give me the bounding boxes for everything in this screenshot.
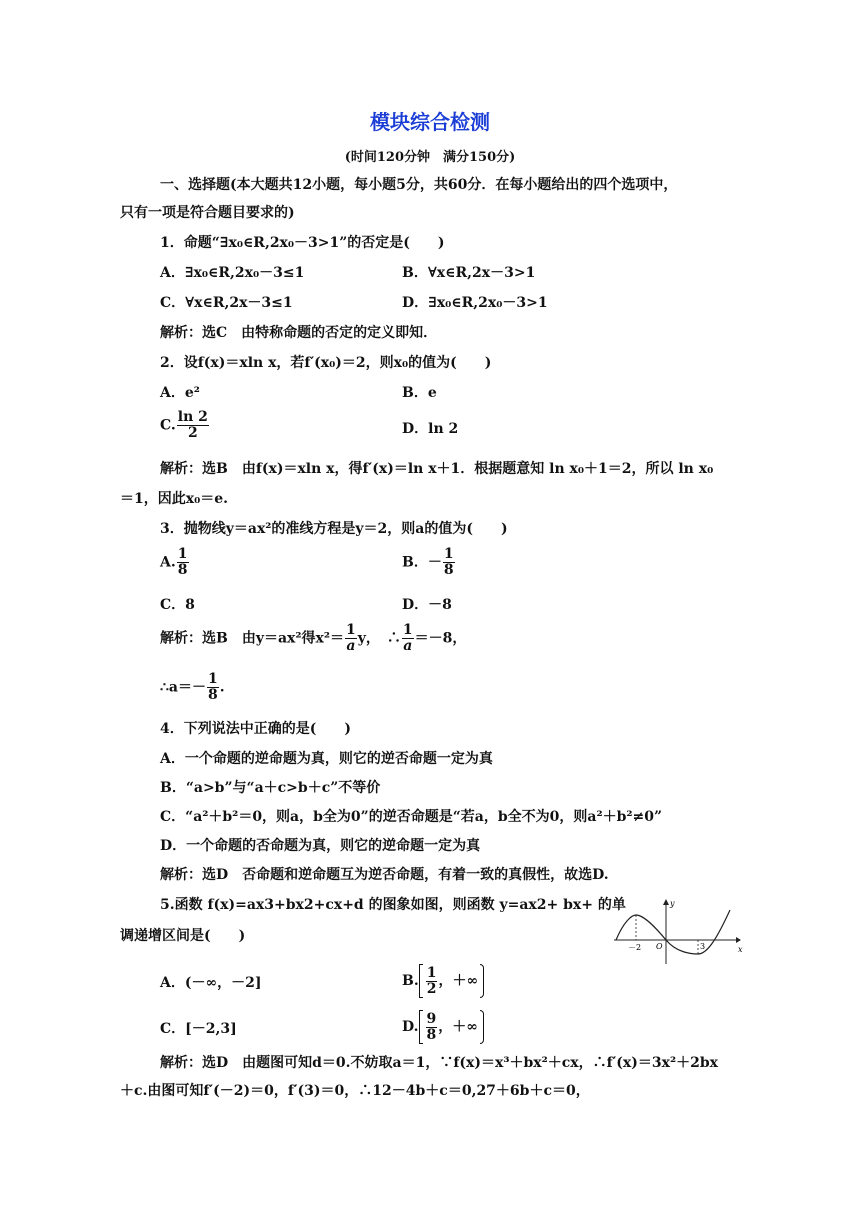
fraction: $\frac{1}{8}$ [177, 546, 188, 578]
solution-text: 选D 由题图可知d＝0.不妨取a＝1，∵f(x)＝x³＋bx²＋cx，∴f′(x)＝3x²＋2bx [202, 1055, 718, 1071]
q3-stem: 3．抛物线y＝ax²的准线方程是y＝2，则a的值为( ) [160, 521, 508, 537]
q2-option-b: B．e [402, 385, 437, 401]
x-axis-label: x [738, 945, 743, 954]
fraction: $\frac{1}{a}$ [346, 622, 356, 654]
solution-label: 解析： [160, 630, 202, 647]
solution-label: 解析： [160, 1055, 202, 1071]
section-desc-2: 只有一项是符合题目要求的) [120, 205, 295, 221]
q2-option-a: A．e² [160, 385, 200, 401]
q2-solution-1 [160, 460, 713, 478]
q4-option-d: D．一个命题的否命题为真，则它的逆命题一定为真 [160, 838, 481, 854]
interval-bracket: $\frac{1}{2}$ ，＋∞ [419, 964, 484, 998]
fraction: $\frac{1}{a}$ [402, 622, 413, 654]
cubic-function-graph [612, 896, 742, 966]
fraction: $\frac{9}{8}$ [426, 1010, 437, 1043]
solution-label: 解析： [160, 325, 202, 341]
q3-option-d: D．－8 [402, 597, 452, 613]
q5-option-d: D. $\frac{9}{8}$ ，＋∞ [402, 1010, 484, 1044]
q5-solution-2: ＋c.由图可知f′(－2)＝0，f′(3)＝0，∴12－4b＋c＝0,27＋6b＋c＝0， [120, 1083, 590, 1099]
q1-option-b: B．∀x∈R,2x－3>1 [402, 265, 536, 281]
tick-label-neg: －2 [628, 943, 642, 952]
page-title: 模块综合检测 [370, 110, 490, 134]
y-axis-label: y [670, 899, 675, 908]
q4-stem: 4．下列说法中正确的是( ) [160, 721, 351, 737]
q5-solution-1 [160, 1054, 718, 1072]
q3-option-a: A. $\frac{1}{8}$ [160, 546, 188, 578]
q3-option-b: B．－ $\frac{1}{8}$ [402, 546, 454, 578]
q1-option-c: C．∀x∈R,2x－3≤1 [160, 295, 293, 311]
section-heading: 一、选择题 [160, 177, 230, 193]
q2-solution-2: ＝1，因此x₀＝e. [120, 491, 229, 507]
q3-option-c: C．8 [160, 597, 195, 613]
q3-solution-1: 解析：选B 由y＝ax²得x²＝ $\frac{1}{a}$ y， ∴ $\frac{1}{a}$ ＝－8， [160, 622, 467, 654]
q4-option-a: A．一个命题的逆命题为真，则它的逆否命题一定为真 [160, 751, 493, 767]
q3-solution-2: ∴a＝－ $\frac{1}{8}$ . [160, 671, 225, 703]
q1-option-d: D．∃x₀∈R,2x₀－3>1 [402, 295, 548, 311]
q5-option-a: A．(－∞，－2] [160, 975, 262, 991]
solution-text: 选B 由f(x)＝xln x，得f′(x)＝ln x＋1．根据题意知 ln x₀＋1＝2，所以 ln x₀ [202, 461, 714, 477]
q2-option-c: C. $\frac{\ln 2}{2}$ [160, 409, 208, 441]
q5-option-b: B. $\frac{1}{2}$ ，＋∞ [402, 964, 484, 998]
interval-bracket: $\frac{9}{8}$ ，＋∞ [419, 1010, 484, 1044]
fraction: $\frac{1}{2}$ [426, 964, 437, 997]
fraction: $\frac{1}{8}$ [207, 671, 218, 703]
solution-text: 选C 由特称命题的否定的定义即知． [202, 325, 438, 341]
section-heading-line [160, 176, 677, 194]
q2-option-d: D．ln 2 [402, 421, 459, 437]
origin-label: O [656, 942, 663, 951]
q1-solution [160, 324, 437, 342]
q1-option-a: A．∃x₀∈R,2x₀－3≤1 [160, 265, 305, 281]
solution-label: 解析： [160, 461, 202, 477]
tick-label-pos: 3 [700, 942, 706, 951]
fraction: $\frac{\ln 2}{2}$ [177, 409, 208, 441]
solution-text: 选D 否命题和逆命题互为逆否命题，有着一致的真假性，故选D. [202, 867, 609, 883]
q1-stem: 1．命题“∃x₀∈R,2x₀－3>1”的否定是( ) [160, 235, 445, 251]
x-axis-arrow [736, 937, 741, 943]
page-subtitle: (时间120分钟 满分150分) [344, 150, 516, 165]
section-desc-1: (本大题共12小题，每小题5分，共60分．在每小题给出的四个选项中， [230, 177, 678, 193]
q4-option-c: C．“a²＋b²＝0，则a，b全为0”的逆否命题是“若a，b全不为0，则a²＋b²≠0” [160, 809, 663, 825]
solution-label: 解析： [160, 867, 202, 883]
fraction: $\frac{1}{8}$ [443, 546, 454, 578]
q4-solution [160, 866, 609, 884]
q5-option-c: C．[－2,3] [160, 1021, 237, 1037]
y-axis-arrow [663, 899, 669, 905]
q2-stem: 2．设f(x)＝xln x，若f′(x₀)＝2，则x₀的值为( ) [160, 355, 492, 371]
q5-stem-1: 5.函数 f(x)=ax3+bx2+cx+d 的图象如图，则函数 y=ax2+ bx+ 的单 [160, 897, 626, 913]
q5-stem-2: 调递增区间是( ) [120, 928, 246, 944]
q4-option-b: B．“a>b”与“a＋c>b＋c”不等价 [160, 780, 381, 796]
